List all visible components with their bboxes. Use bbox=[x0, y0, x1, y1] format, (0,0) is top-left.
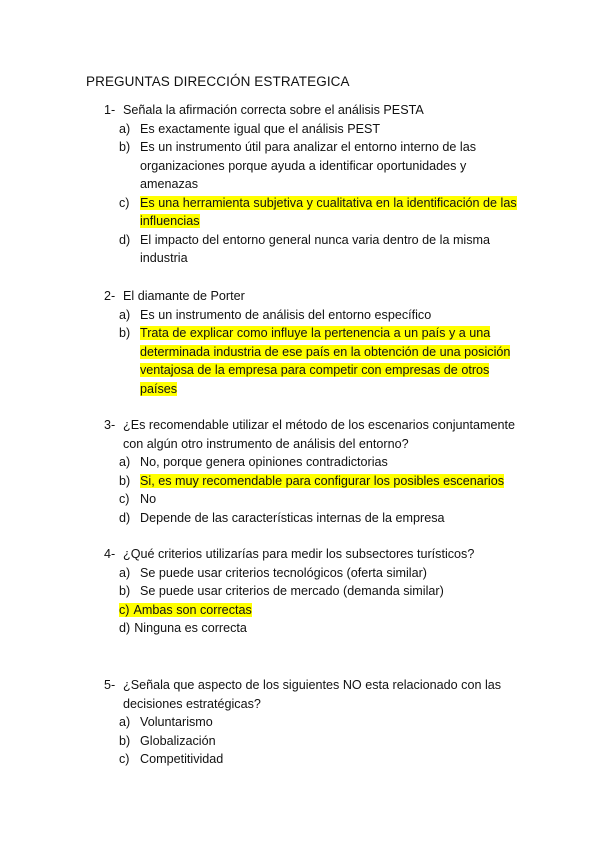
option-a bbox=[119, 713, 524, 732]
highlighted-answer: Es una herramienta subjetiva y cualitativa en la identificación de las influencias bbox=[140, 195, 517, 228]
option-letter: d) bbox=[119, 232, 131, 247]
option-text: Es un instrumento de análisis del entorno específico bbox=[140, 307, 432, 322]
option-list bbox=[119, 713, 524, 769]
option-letter: c) bbox=[119, 752, 130, 766]
question-text: El diamante de Porter bbox=[123, 289, 245, 303]
option-text-wrap bbox=[140, 194, 524, 231]
option-text: Ninguna es correcta bbox=[134, 621, 247, 635]
option-text: Globalización bbox=[140, 733, 216, 748]
option-list bbox=[119, 453, 524, 527]
option-text: Depende de las características internas de la empresa bbox=[140, 510, 445, 525]
option-text-wrap bbox=[140, 732, 524, 751]
option-text-wrap bbox=[140, 231, 524, 268]
highlight-mark bbox=[119, 603, 252, 617]
question-text: ¿Qué criterios utilizarías para medir los subsectores turísticos? bbox=[123, 547, 475, 561]
option-b bbox=[119, 138, 524, 194]
option-text: Se puede usar criterios de mercado (demanda similar) bbox=[140, 584, 444, 598]
option-letter: c) bbox=[119, 492, 130, 506]
option-b bbox=[119, 472, 524, 491]
option-d bbox=[119, 509, 524, 528]
option-text-wrap bbox=[140, 120, 524, 139]
option-text-wrap bbox=[134, 619, 524, 638]
option-d bbox=[119, 619, 524, 638]
option-text: Es un instrumento útil para analizar el entorno interno de las organizaciones porque ayuda a identificar oportunidades y amenazas bbox=[140, 140, 477, 191]
option-b bbox=[119, 582, 524, 601]
option-list bbox=[119, 120, 524, 268]
highlighted-answer: Ambas son correctas bbox=[133, 602, 252, 617]
option-c bbox=[119, 490, 524, 509]
option-a bbox=[119, 564, 524, 583]
question-5 bbox=[104, 676, 524, 769]
option-b bbox=[119, 324, 524, 398]
highlighted-answer: Si, es muy recomendable para configurar los posibles escenarios bbox=[140, 473, 505, 488]
option-c bbox=[119, 601, 524, 620]
option-letter: a) bbox=[119, 121, 131, 136]
option-text-wrap bbox=[140, 509, 524, 528]
option-text: Competitividad bbox=[140, 752, 224, 766]
question-number: 3- bbox=[104, 418, 116, 432]
option-letter: b) bbox=[119, 584, 131, 598]
option-a bbox=[119, 453, 524, 472]
page-title: PREGUNTAS DIRECCIÓN ESTRATEGICA bbox=[86, 74, 350, 89]
option-text-wrap bbox=[140, 750, 524, 769]
option-a bbox=[119, 120, 524, 139]
option-list bbox=[119, 564, 524, 638]
option-text-wrap bbox=[140, 472, 524, 491]
option-letter: a) bbox=[119, 455, 131, 469]
option-text-wrap bbox=[140, 564, 524, 583]
question-1 bbox=[104, 101, 524, 268]
option-letter: a) bbox=[119, 307, 131, 322]
option-text-wrap bbox=[140, 713, 524, 732]
option-text-wrap bbox=[140, 582, 524, 601]
option-letter: a) bbox=[119, 565, 131, 580]
option-text: No bbox=[140, 492, 157, 506]
option-letter: b) bbox=[119, 140, 131, 154]
option-text-wrap bbox=[140, 306, 524, 325]
option-text-wrap bbox=[140, 453, 524, 472]
question-header bbox=[104, 676, 524, 713]
question-number: 1- bbox=[104, 103, 116, 117]
option-a bbox=[119, 306, 524, 325]
question-2 bbox=[104, 287, 524, 398]
highlighted-answer: Trata de explicar como influye la pertenencia a un país y a una determinada industria de ese país en la obtención de una posición ventajosa de la empresa para competir con empresas de otros países bbox=[140, 326, 511, 396]
option-letter: a) bbox=[119, 715, 131, 729]
option-letter: b) bbox=[119, 473, 131, 488]
option-text: El impacto del entorno general nunca varia dentro de la misma industria bbox=[140, 232, 491, 265]
option-text-wrap bbox=[140, 138, 524, 194]
question-number: 2- bbox=[104, 289, 116, 303]
question-header bbox=[104, 101, 524, 120]
question-3 bbox=[104, 416, 524, 527]
option-text-wrap bbox=[140, 490, 524, 509]
option-letter: d) bbox=[119, 510, 131, 525]
option-text: No, porque genera opiniones contradictorias bbox=[140, 455, 388, 469]
option-c bbox=[119, 750, 524, 769]
option-text-wrap bbox=[119, 601, 524, 620]
question-number: 5- bbox=[104, 678, 116, 692]
question-header bbox=[104, 416, 524, 453]
option-text-wrap bbox=[140, 324, 524, 398]
question-text: ¿Es recomendable utilizar el método de los escenarios conjuntamente con algún otro instrumento de análisis del entorno? bbox=[123, 418, 516, 451]
option-text: Voluntarismo bbox=[140, 715, 213, 729]
option-d bbox=[119, 231, 524, 268]
option-c bbox=[119, 194, 524, 231]
question-header bbox=[104, 545, 524, 564]
question-number: 4- bbox=[104, 547, 116, 561]
question-header bbox=[104, 287, 524, 306]
question-text: ¿Señala que aspecto de los siguientes NO esta relacionado con las decisiones estratégicas? bbox=[123, 678, 502, 711]
option-letter: b) bbox=[119, 326, 131, 340]
option-text: Se puede usar criterios tecnológicos (oferta similar) bbox=[140, 565, 427, 580]
option-letter: c) bbox=[119, 602, 130, 617]
option-letter: b) bbox=[119, 733, 131, 748]
question-text: Señala la afirmación correcta sobre el análisis PESTA bbox=[123, 103, 424, 117]
question-4 bbox=[104, 545, 524, 638]
option-list bbox=[119, 306, 524, 399]
option-letter: c) bbox=[119, 195, 130, 210]
option-text: Es exactamente igual que el análisis PEST bbox=[140, 121, 381, 136]
option-b bbox=[119, 732, 524, 751]
option-letter: d) bbox=[119, 621, 131, 635]
